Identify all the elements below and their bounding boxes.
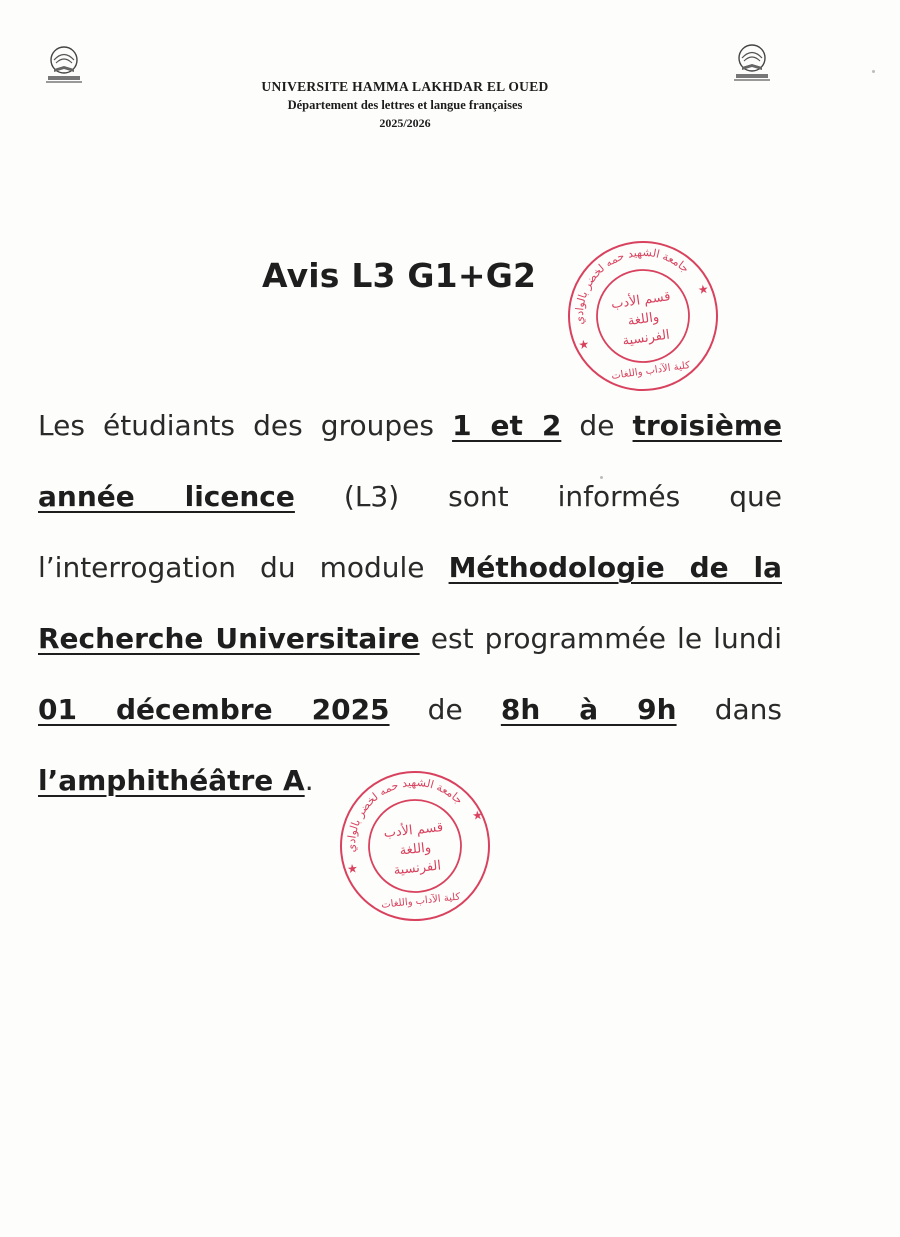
stamp-bottom-text: كلية الآداب واللغات — [380, 891, 461, 911]
module-name-part2: Recherche Universitaire — [38, 622, 420, 655]
university-name: UNIVERSITE HAMMA LAKHDAR EL OUED — [261, 79, 549, 94]
notice-body — [38, 390, 782, 816]
stamp-center-line-1: قسم الأدب — [610, 289, 672, 313]
year-level-part2: année licence — [38, 480, 295, 513]
scan-speck — [872, 70, 875, 73]
svg-text:★: ★ — [471, 807, 484, 823]
stamp-bottom-text: كلية الآداب واللغات — [610, 360, 691, 382]
body-end: . — [304, 764, 314, 797]
svg-text:★: ★ — [577, 336, 591, 353]
body-de-2: de — [389, 693, 501, 726]
svg-text:★: ★ — [696, 281, 710, 298]
scan-speck — [600, 476, 603, 479]
stamp-center-line-1: قسم الأدب — [382, 820, 444, 842]
body-de: de — [561, 409, 633, 442]
body-intro: Les étudiants des groupes — [38, 409, 453, 442]
stamp-center-line-3: الفرنسية — [392, 858, 442, 879]
stamp-center-line-2: واللغة — [398, 840, 432, 859]
body-scheduled: est programmée le lundi — [419, 622, 782, 655]
body-l3: (L3) sont informés que l’interrogation du module — [38, 480, 782, 584]
body-dans: dans — [676, 693, 782, 726]
exam-place: l’amphithéâtre A — [38, 764, 305, 797]
groups-value: 1 et 2 — [452, 409, 562, 442]
stamp-ring-text: جامعة الشهيد حمه لخضر بالوادي — [344, 775, 466, 853]
year-level-part1: troisième — [632, 409, 782, 442]
exam-date: 01 décembre 2025 — [38, 693, 390, 726]
document-header — [150, 78, 660, 132]
department-stamp-icon — [327, 758, 503, 934]
academic-year: 2025/2026 — [379, 116, 431, 130]
stamp-center-line-3: الفرنسية — [621, 327, 671, 350]
svg-text:جامعة الشهيد حمه لخضر بالوادي — [338, 771, 470, 854]
university-logo-icon — [40, 40, 88, 88]
exam-time: 8h à 9h — [500, 693, 677, 726]
svg-text:★: ★ — [346, 861, 359, 877]
stamp-ring-text: جامعة الشهيد حمه لخضر بالوادي — [572, 245, 692, 326]
module-name-part1: Méthodologie de la — [448, 551, 782, 584]
stamp-center-line-2: واللغة — [626, 309, 661, 330]
department-name: Département des lettres et langue françaises — [287, 98, 523, 112]
university-logo-icon — [728, 38, 776, 86]
department-stamp-icon — [553, 226, 734, 407]
notice-title: Avis L3 G1+G2 — [262, 256, 537, 295]
